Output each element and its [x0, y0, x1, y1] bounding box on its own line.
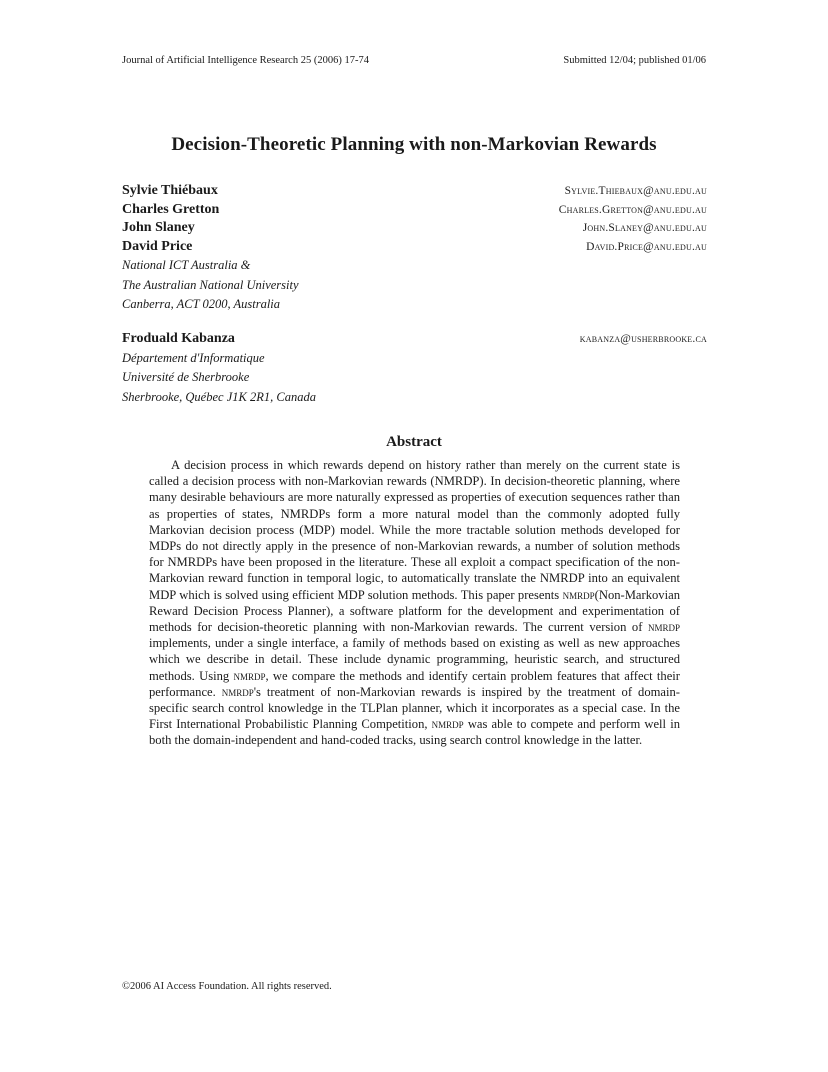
author-email: Sylvie.Thiebaux@anu.edu.au: [564, 185, 707, 197]
affiliation-line: Département d'Informatique: [122, 350, 265, 365]
affiliation-line: Université de Sherbrooke: [122, 370, 250, 384]
abstract-segment: 's treatment of non-Markovian rewards is inspired by the treatment of domain-specific search control knowledge in the TLPlan planner, which it incorporates as a special case. In the First International Probabilistic Planning Competition,: [149, 684, 680, 732]
author-row: [122, 201, 707, 220]
submission-dates: Submitted 12/04; published 01/06: [563, 55, 706, 66]
system-name: nmrdp: [221, 684, 254, 699]
abstract-segment: , we compare the methods and identify certain problem features that affect their performance.: [149, 668, 680, 699]
system-name: nmrdp: [431, 717, 464, 732]
abstract-segment: implements, under a single interface, a family of methods based on existing as well as new approaches which we describe in detail. These include dynamic programming, heuristic search, and structured methods. Using: [149, 636, 680, 683]
abstract-segment: (Non-Markovian Reward Decision Process Planner), a software platform for the development and experimentation of methods for decision-theoretic planning with non-Markovian rewards. The current version of: [149, 587, 680, 635]
author-row: [122, 182, 707, 201]
author-name: Charles Gretton: [122, 201, 220, 217]
author-group-2: [122, 330, 707, 407]
abstract-segment: A decision process in which rewards depend on history rather than merely on the current state is called a decision process with non-Markovian rewards (NMRDP). In decision-theoretic planning, where many desirable behaviours are more naturally expressed as properties of execution sequences rather than as properties of states, NMRDPs form a more natural model than the commonly adopted fully Markovian decision process (MDP) model. While the more tractable solution methods developed for MDPs do not directly apply in the presence of non-Markovian rewards, a number of solution methods for NMRDPs have been proposed in the literature. These all exploit a compact specification of the non-Markovian reward function in temporal logic, to automatically translate the NMRDP into an equivalent MDP which is solved using efficient MDP solution methods. This paper presents: [149, 458, 680, 602]
paper-title: Decision-Theoretic Planning with non-Markovian Rewards: [171, 134, 657, 155]
journal-header: Journal of Artificial Intelligence Research 25 (2006) 17-74: [122, 55, 369, 66]
affiliation-line: National ICT Australia &: [122, 258, 251, 272]
system-name: nmrdp: [647, 620, 680, 635]
affiliation-line: Canberra, ACT 0200, Australia: [122, 297, 281, 311]
author-row: [122, 330, 707, 349]
author-email: David.Price@anu.edu.au: [586, 240, 707, 253]
author-group-1: [122, 182, 707, 315]
affiliation-line: The Australian National University: [122, 277, 299, 292]
copyright-footer: ©2006 AI Access Foundation. All rights reserved.: [122, 981, 332, 992]
author-email: Charles.Gretton@anu.edu.au: [558, 203, 707, 216]
abstract-text: [149, 457, 680, 749]
author-email: kabanza@usherbrooke.ca: [579, 333, 707, 345]
system-name: nmrdp: [562, 587, 595, 602]
author-name: Sylvie Thiébaux: [122, 183, 218, 198]
system-name: nmrdp: [233, 668, 266, 683]
abstract-heading: Abstract: [386, 434, 442, 450]
abstract-segment: was able to compete and perform well in both the domain-independent and hand-coded tracks, using search control knowledge in the latter.: [149, 717, 680, 748]
affiliation-line: Sherbrooke, Québec J1K 2R1, Canada: [122, 389, 316, 404]
author-row: [122, 238, 707, 257]
author-name: Froduald Kabanza: [122, 331, 235, 346]
author-name: John Slaney: [122, 220, 195, 235]
author-row: [122, 219, 707, 238]
author-email: John.Slaney@anu.edu.au: [582, 222, 707, 234]
author-name: David Price: [122, 238, 193, 254]
